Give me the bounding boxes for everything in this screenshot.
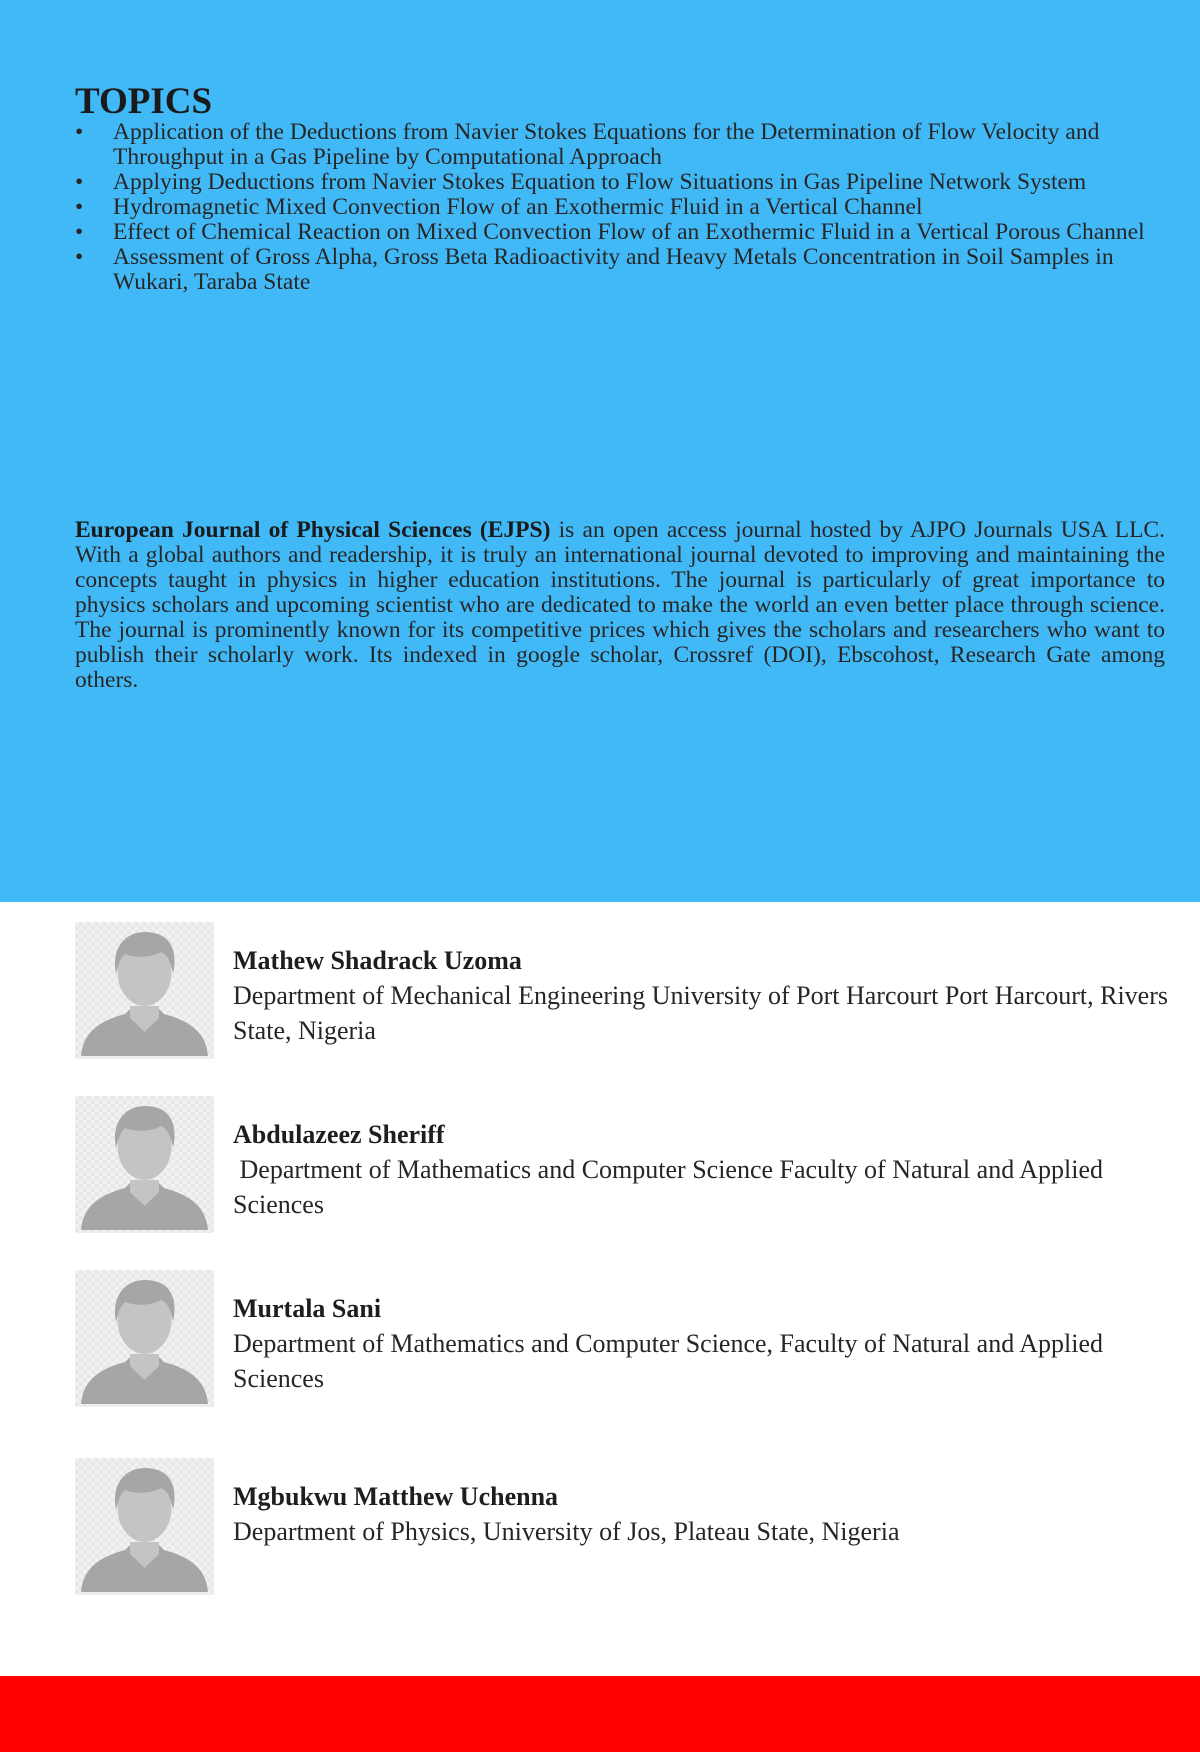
person-silhouette-icon [75, 922, 214, 1059]
topic-item [75, 245, 1165, 295]
topic-text: Applying Deductions from Navier Stokes Equation to Flow Situations in Gas Pipeline Network System [113, 169, 1087, 195]
author-name: Murtala Sani [233, 1294, 382, 1323]
author-card [75, 1096, 1175, 1236]
topic-item [75, 120, 1165, 170]
person-silhouette-icon [75, 1270, 214, 1407]
bullet-icon: • [75, 244, 84, 270]
topics-heading: TOPICS [75, 81, 213, 122]
topic-text: Effect of Chemical Reaction on Mixed Convection Flow of an Exothermic Fluid in a Vertical Porous Channel [113, 219, 1145, 245]
bullet-icon: • [75, 194, 84, 220]
author-department: Department of Mathematics and Computer Science Faculty of Natural and Applied Sciences [233, 1155, 1110, 1219]
author-department: Department of Mathematics and Computer Science, Faculty of Natural and Applied Sciences [233, 1329, 1110, 1393]
bullet-icon: • [75, 119, 84, 145]
topic-item [75, 195, 1165, 220]
footer-bar [0, 1676, 1200, 1752]
person-silhouette-icon [75, 1096, 214, 1233]
topic-text: Assessment of Gross Alpha, Gross Beta Radioactivity and Heavy Metals Concentration in Soil Samples in Wukari, Taraba State [113, 244, 1114, 295]
author-name: Mgbukwu Matthew Uchenna [233, 1482, 559, 1511]
topic-item [75, 170, 1165, 195]
journal-name: European Journal of Physical Sciences (EJPS) [75, 517, 551, 543]
journal-description-text: is an open access journal hosted by AJPO Journals USA LLC. With a global authors and readership, it is truly an international journal devoted to improving and maintaining the concepts taught in physics in higher education institutions. The journal is particularly of great importance to physics scholars and upcoming scientist who are dedicated to make the world an even better place through science. The journal is prominently known for its competitive prices which gives the scholars and researchers who want to publish their scholarly work. Its indexed in google scholar, Crossref (DOI), Ebscohost, Research Gate among others. [75, 517, 1165, 693]
topics-list [75, 120, 1165, 295]
author-name: Abdulazeez Sheriff [233, 1120, 445, 1149]
bullet-icon: • [75, 219, 84, 245]
person-silhouette-icon [75, 1458, 214, 1595]
author-department: Department of Mechanical Engineering University of Port Harcourt Port Harcourt, Rivers State, Nigeria [233, 981, 1175, 1045]
topic-text: Hydromagnetic Mixed Convection Flow of an Exothermic Fluid in a Vertical Channel [113, 194, 923, 220]
topic-item [75, 220, 1165, 245]
author-card [75, 1458, 1175, 1598]
topic-text: Application of the Deductions from Navier Stokes Equations for the Determination of Flow Velocity and Throughput in a Gas Pipeline by Computational Approach [113, 119, 1100, 170]
author-department: Department of Physics, University of Jos, Plateau State, Nigeria [233, 1517, 900, 1546]
author-card [75, 922, 1175, 1062]
bullet-icon: • [75, 169, 84, 195]
author-name: Mathew Shadrack Uzoma [233, 946, 522, 975]
journal-description [75, 518, 1165, 693]
author-card [75, 1270, 1175, 1410]
